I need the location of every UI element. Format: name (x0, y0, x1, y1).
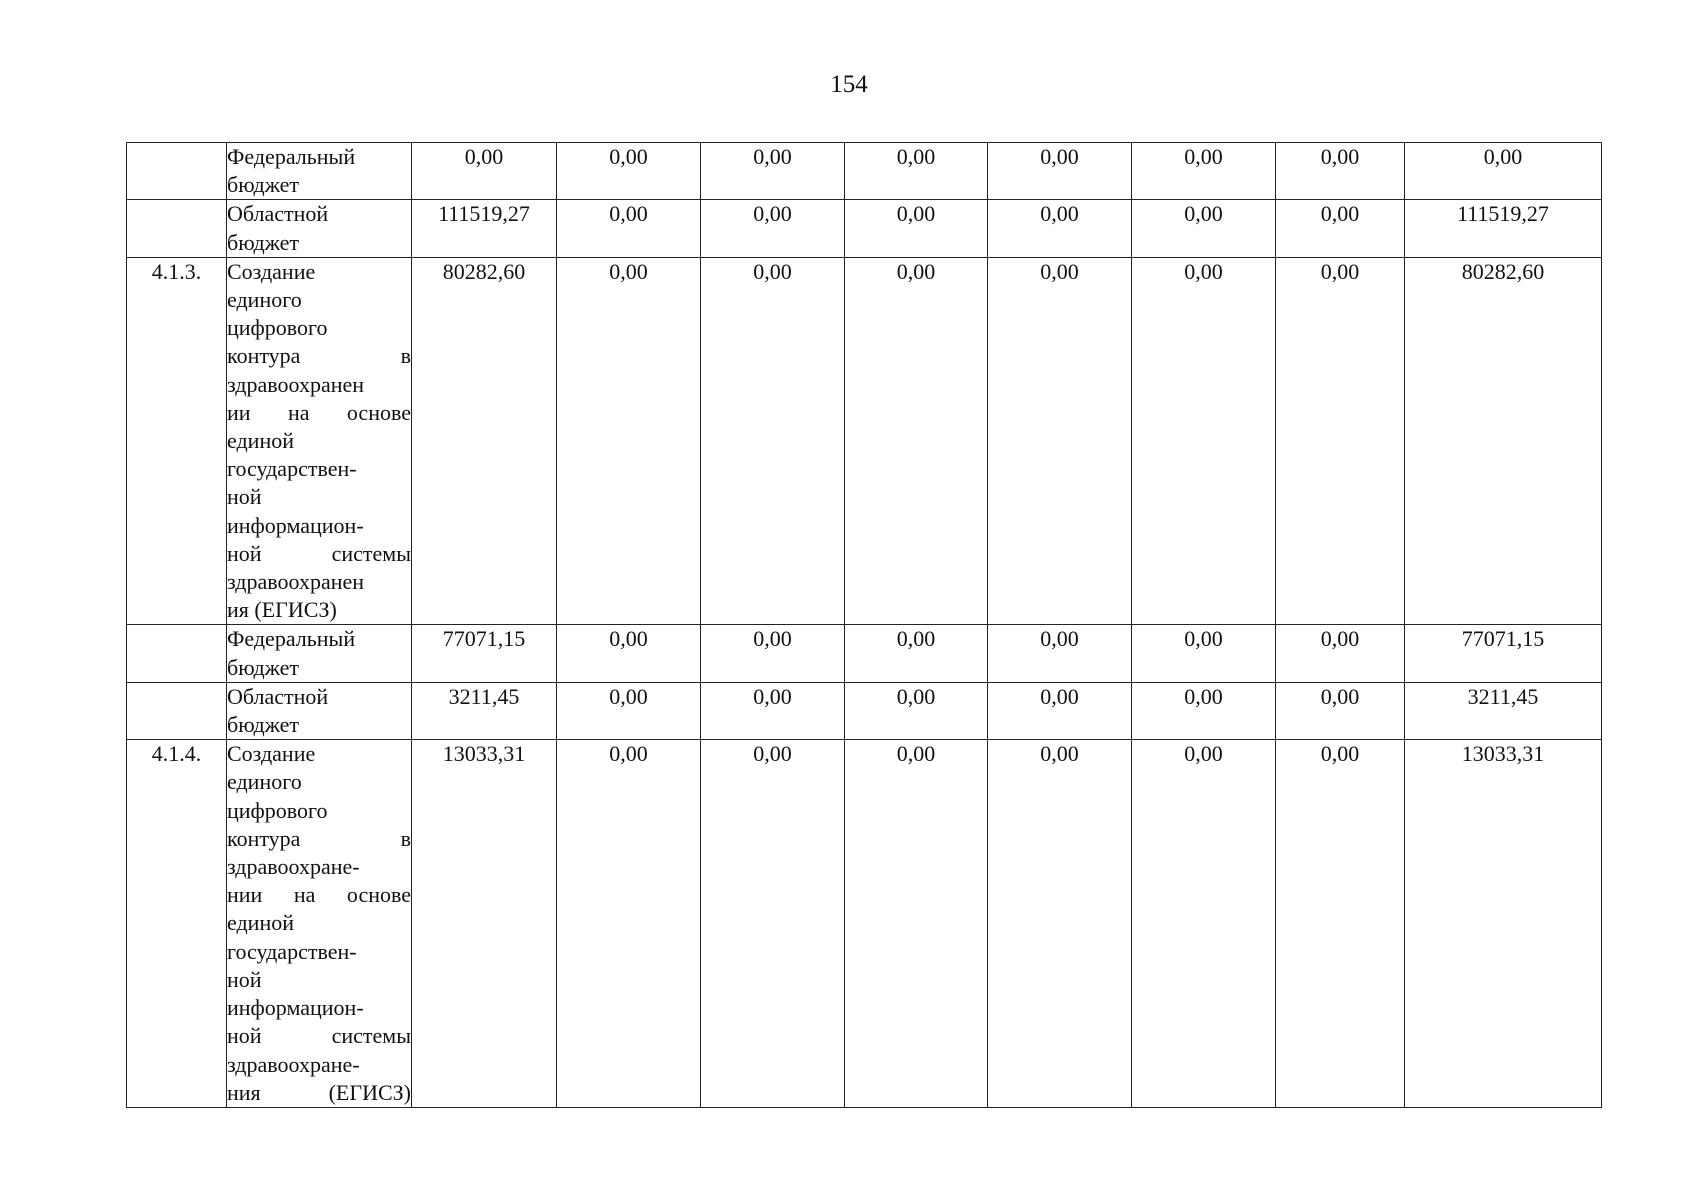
row-name (227, 200, 412, 257)
value-cell: 77071,15 (412, 625, 557, 682)
value-cell: 0,00 (988, 257, 1132, 625)
value-cell: 0,00 (1132, 143, 1276, 200)
value-cell: 0,00 (1132, 200, 1276, 257)
name-line: цифрового (227, 797, 328, 823)
name-line: бюджет (227, 229, 299, 255)
row-code (127, 143, 227, 200)
value-cell: 0,00 (1132, 257, 1276, 625)
value-cell: 0,00 (1276, 143, 1405, 200)
row-code (127, 625, 227, 682)
table-row (127, 143, 1602, 200)
value-cell: 3211,45 (412, 682, 557, 739)
value-cell: 0,00 (845, 257, 988, 625)
name-line: Федеральный (227, 144, 356, 169)
row-name (227, 740, 412, 1108)
value-cell: 80282,60 (412, 257, 557, 625)
name-line: Областной (227, 201, 329, 227)
name-line: единого (227, 287, 302, 313)
row-code: 4.1.3. (127, 257, 227, 625)
name-line: контура в (227, 825, 411, 851)
name-line: ной (227, 484, 262, 510)
name-line: ии на основе (227, 399, 411, 425)
name-line: ия (ЕГИСЗ) (227, 597, 337, 623)
value-cell: 0,00 (557, 625, 701, 682)
page-number: 154 (830, 71, 868, 98)
name-line: государствен- (227, 938, 357, 964)
value-cell: 0,00 (701, 740, 845, 1108)
name-line: ной (227, 966, 262, 992)
value-cell: 0,00 (845, 682, 988, 739)
name-line: Федеральный (227, 626, 356, 652)
name-line: здравоохране- (227, 854, 360, 880)
name-line: ния (ЕГИСЗ) (227, 1079, 411, 1105)
total-cell: 0,00 (1405, 143, 1602, 200)
name-line: Создание (227, 741, 316, 767)
value-cell: 0,00 (701, 257, 845, 625)
name-line: Создание (227, 258, 316, 284)
name-line: здравоохранен (227, 371, 365, 397)
budget-table (126, 142, 1602, 1108)
value-cell: 0,00 (1132, 625, 1276, 682)
value-cell: 0,00 (1276, 625, 1405, 682)
value-cell: 111519,27 (412, 200, 557, 257)
value-cell: 0,00 (557, 740, 701, 1108)
value-cell: 0,00 (1276, 257, 1405, 625)
total-cell: 80282,60 (1405, 257, 1602, 625)
row-code (127, 682, 227, 739)
row-code: 4.1.4. (127, 740, 227, 1108)
value-cell: 13033,31 (412, 740, 557, 1108)
value-cell: 0,00 (988, 740, 1132, 1108)
total-cell: 111519,27 (1405, 200, 1602, 257)
row-name (227, 682, 412, 739)
value-cell: 0,00 (1276, 740, 1405, 1108)
table-row (127, 740, 1602, 1108)
value-cell: 0,00 (557, 200, 701, 257)
table-row (127, 257, 1602, 625)
name-line: бюджет (227, 172, 299, 198)
row-code (127, 200, 227, 257)
value-cell: 0,00 (845, 625, 988, 682)
total-cell: 13033,31 (1405, 740, 1602, 1108)
value-cell: 0,00 (1276, 682, 1405, 739)
value-cell: 0,00 (1276, 200, 1405, 257)
total-cell: 3211,45 (1405, 682, 1602, 739)
value-cell: 0,00 (988, 625, 1132, 682)
name-line: государствен- (227, 456, 357, 482)
value-cell: 0,00 (412, 143, 557, 200)
name-line: контура в (227, 343, 411, 369)
value-cell: 0,00 (988, 200, 1132, 257)
name-line: бюджет (227, 712, 299, 738)
row-name (227, 625, 412, 682)
name-line: нии на основе (227, 882, 411, 908)
name-line: здравоохране- (227, 1051, 360, 1077)
value-cell: 0,00 (701, 682, 845, 739)
value-cell: 0,00 (988, 682, 1132, 739)
value-cell: 0,00 (845, 143, 988, 200)
value-cell: 0,00 (557, 682, 701, 739)
name-line: ной системы (227, 1023, 411, 1049)
table-row (127, 625, 1602, 682)
total-cell: 77071,15 (1405, 625, 1602, 682)
value-cell: 0,00 (701, 625, 845, 682)
value-cell: 0,00 (988, 143, 1132, 200)
name-line: единой (227, 910, 294, 936)
row-name (227, 143, 412, 200)
table-row (127, 682, 1602, 739)
name-line: бюджет (227, 654, 299, 680)
value-cell: 0,00 (845, 740, 988, 1108)
value-cell: 0,00 (557, 257, 701, 625)
name-line: информацион- (227, 512, 364, 538)
value-cell: 0,00 (845, 200, 988, 257)
name-line: единого (227, 769, 302, 795)
name-line: информацион- (227, 995, 364, 1021)
table-body (127, 143, 1602, 1108)
value-cell: 0,00 (701, 200, 845, 257)
value-cell: 0,00 (557, 143, 701, 200)
value-cell: 0,00 (701, 143, 845, 200)
name-line: Областной (227, 683, 329, 709)
name-line: единой (227, 428, 294, 454)
value-cell: 0,00 (1132, 682, 1276, 739)
value-cell: 0,00 (1132, 740, 1276, 1108)
name-line: цифрового (227, 315, 328, 341)
name-line: здравоохранен (227, 569, 365, 595)
row-name (227, 257, 412, 625)
table-row (127, 200, 1602, 257)
name-line: ной системы (227, 540, 411, 566)
